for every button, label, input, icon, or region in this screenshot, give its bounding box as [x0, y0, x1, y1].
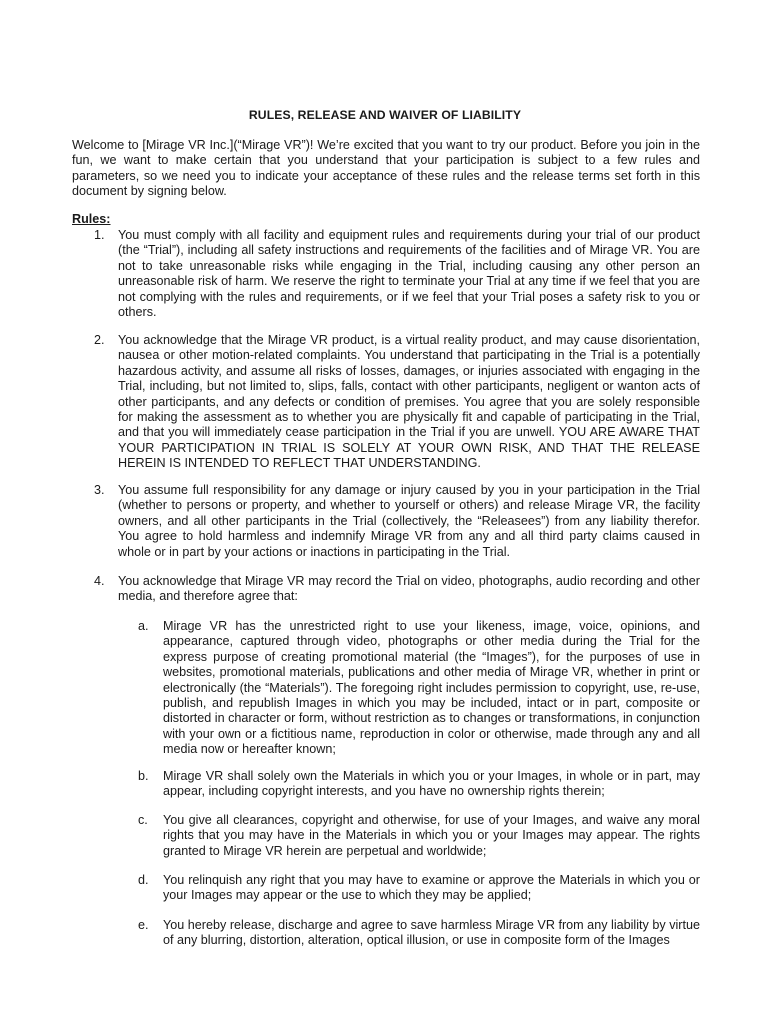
rule-number: 1.	[94, 228, 105, 242]
rules-heading: Rules:	[72, 212, 111, 226]
rule-item-1	[72, 228, 700, 320]
subitem-letter: b.	[138, 769, 149, 783]
subitem-text: Mirage VR has the unrestricted right to use your likeness, image, voice, opinions, and appearance, captured through video, photographs or other media during the Trial for the express purpose of creating promotional material (the “Images”), for the purposes of use in websites, promotional materials, publications and other media of Mirage VR, whether in print or electronically (the “Materials”). The foregoing right includes permission to copyright, use, re-use, publish, and republish Images in which you may be included, intact or in part, composite or distorted in character or form, without restriction as to changes or transformations, in conjunction with your own or a fictitious name, reproduction in color or otherwise, made through any and all media now or hereafter known;	[163, 619, 700, 757]
rule-number: 2.	[94, 333, 105, 347]
subitem-text: You hereby release, discharge and agree to save harmless Mirage VR from any liability by virtue of any blurring, distortion, alteration, optical illusion, or use in composite form of the Images	[163, 918, 700, 948]
rule-text: You acknowledge that the Mirage VR product, is a virtual reality product, and may cause disorientation, nausea or other motion-related complaints. You understand that participating in the Trial is a potentially hazardous activity, and assume all risks of losses, damages, or injuries associated with engaging in the Trial, including, but not limited to, slips, falls, contact with other participants, negligent or wanton acts of other participants, and any defects or condition of premises. You agree that you are solely responsible for making the assessment as to whether you are physically fit and capable of participating in the Trial, and that you will immediately cease participation in the Trial if you are unwell. YOU ARE AWARE THAT YOUR PARTICIPATION IN TRIAL IS SOLELY AT YOUR OWN RISK, AND THAT THE RELEASE HEREIN IS INTENDED TO REFLECT THAT UNDERSTANDING.	[118, 333, 700, 471]
intro-paragraph: Welcome to [Mirage VR Inc.](“Mirage VR”)! We’re excited that you want to try our product. Before you join in the fun, we want to make certain that you understand that your participation is subject to a few rules and parameters, so we need you to indicate your acceptance of these rules and the release terms set forth in this document by signing below.	[72, 138, 700, 199]
subitem-text: You give all clearances, copyright and otherwise, for use of your Images, and waive any moral rights that you may have in the Materials in which you or your Images may appear. The rights granted to Mirage VR herein are perpetual and worldwide;	[163, 813, 700, 858]
rule-item-4	[72, 574, 700, 605]
subitem-letter: d.	[138, 873, 149, 887]
subitem-letter: a.	[138, 619, 149, 633]
subitem-a	[138, 619, 700, 758]
subitem-b	[138, 769, 700, 800]
rule-number: 3.	[94, 483, 105, 497]
rule-item-3	[72, 483, 700, 560]
subitem-text: You relinquish any right that you may have to examine or approve the Materials in which you or your Images may appear or the use to which they may be applied;	[163, 873, 700, 903]
document-title: RULES, RELEASE AND WAIVER OF LIABILITY	[248, 108, 522, 122]
subitem-letter: c.	[138, 813, 148, 827]
subitem-d	[138, 873, 700, 904]
rule-text: You must comply with all facility and equipment rules and requirements during your trial of our product (the “Trial”), including all safety instructions and requirements of the facilities and of Mirage VR. You are not to take unreasonable risks while engaging in the Trial, including causing any other person an unreasonable risk of harm. We reserve the right to terminate your Trial at any time if we feel that you are not complying with the rules and requirements, or if we feel that your Trial poses a safety risk to you or others.	[118, 228, 700, 320]
subitem-c	[138, 813, 700, 859]
subitem-text: Mirage VR shall solely own the Materials in which you or your Images, in whole or in part, may appear, including copyright interests, and you have no ownership rights therein;	[163, 769, 700, 799]
rule-number: 4.	[94, 574, 105, 588]
rule-item-2	[72, 333, 700, 472]
rule-text: You acknowledge that Mirage VR may record the Trial on video, photographs, audio recording and other media, and therefore agree that:	[118, 574, 700, 604]
rule-text: You assume full responsibility for any damage or injury caused by you in your participation in the Trial (whether to persons or property, and whether to yourself or others) and release Mirage VR, the facility owners, and all other participants in the Trial (collectively, the “Releasees”) from any liability therefor. You agree to hold harmless and indemnify Mirage VR from any and all third party claims caused in whole or in part by your actions or inactions in participating in the Trial.	[118, 483, 700, 559]
subitem-e	[138, 918, 700, 949]
subitem-letter: e.	[138, 918, 149, 932]
